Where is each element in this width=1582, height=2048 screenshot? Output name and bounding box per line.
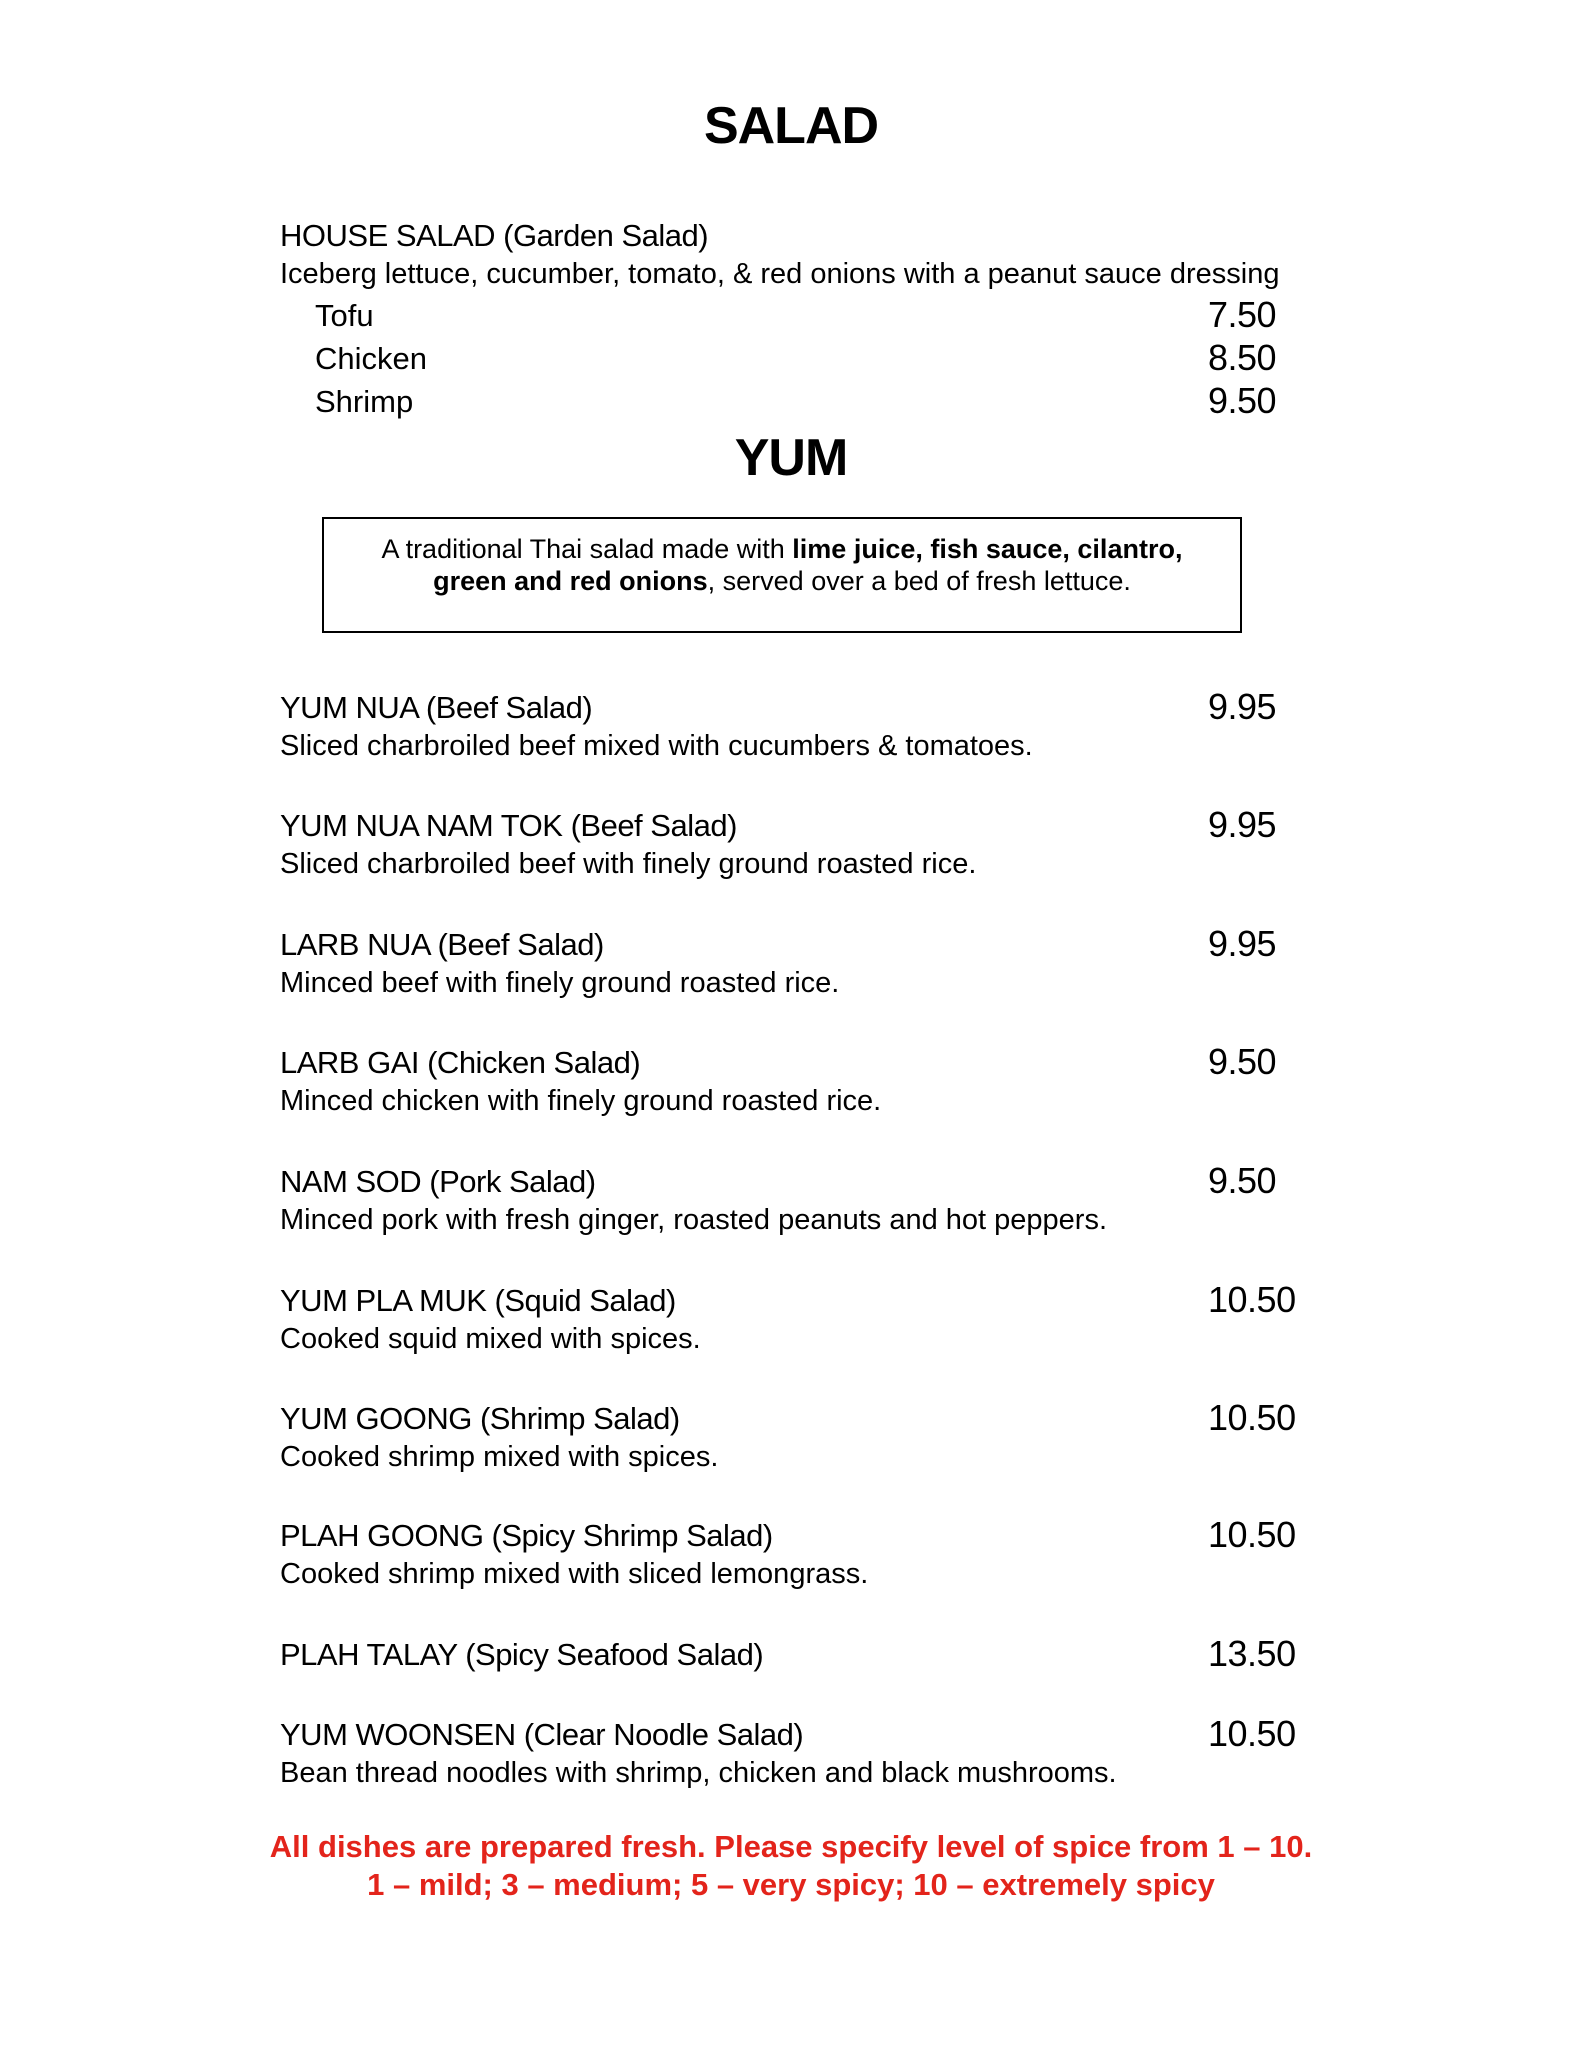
item-price: 9.95 — [1208, 923, 1277, 964]
item-name: YUM WOONSEN (Clear Noodle Salad) — [280, 1717, 804, 1752]
item-description: Bean thread noodles with shrimp, chicken and black mushrooms. — [280, 1757, 1117, 1789]
item-name: LARB NUA (Beef Salad) — [280, 927, 604, 962]
item-price: 10.50 — [1208, 1279, 1296, 1320]
house-option-shrimp-price: 9.50 — [1208, 380, 1277, 421]
intro-text-2: , served over a bed of fresh lettuce. — [707, 566, 1131, 596]
spice-note-line-2: 1 – mild; 3 – medium; 5 – very spicy; 10 – extremely spicy — [367, 1867, 1215, 1902]
intro-bold-2: green and red onions — [433, 566, 708, 596]
intro-bold-1: lime juice, fish sauce, cilantro, — [792, 534, 1183, 564]
item-description: Minced pork with fresh ginger, roasted peanuts and hot peppers. — [280, 1204, 1108, 1236]
item-description: Cooked shrimp mixed with sliced lemongrass. — [280, 1558, 869, 1590]
intro-text-1: A traditional Thai salad made with — [381, 534, 793, 564]
item-description: Cooked shrimp mixed with spices. — [280, 1441, 719, 1473]
spice-note-line-1: All dishes are prepared fresh. Please specify level of spice from 1 – 10. — [269, 1829, 1313, 1864]
item-description: Minced chicken with finely ground roasted rice. — [280, 1085, 882, 1117]
item-name: YUM GOONG (Shrimp Salad) — [280, 1401, 680, 1436]
house-option-shrimp-label: Shrimp — [315, 384, 414, 419]
house-salad-name: HOUSE SALAD (Garden Salad) — [280, 218, 709, 253]
item-price: 9.50 — [1208, 1041, 1277, 1082]
yum-intro-box — [322, 517, 1242, 633]
item-price: 10.50 — [1208, 1514, 1296, 1555]
item-name: YUM NUA NAM TOK (Beef Salad) — [280, 808, 737, 843]
item-price: 9.50 — [1208, 1160, 1277, 1201]
house-option-tofu-label: Tofu — [315, 298, 374, 333]
item-description: Sliced charbroiled beef with finely ground roasted rice. — [280, 848, 977, 880]
house-option-chicken-price: 8.50 — [1208, 337, 1277, 378]
item-name: YUM PLA MUK (Squid Salad) — [280, 1283, 676, 1318]
house-salad-description: Iceberg lettuce, cucumber, tomato, & red onions with a peanut sauce dressing — [280, 258, 1280, 290]
item-description: Sliced charbroiled beef mixed with cucumbers & tomatoes. — [280, 730, 1033, 762]
item-name: LARB GAI (Chicken Salad) — [280, 1045, 641, 1080]
item-name: PLAH TALAY (Spicy Seafood Salad) — [280, 1637, 764, 1672]
house-option-chicken-label: Chicken — [315, 341, 427, 376]
item-name: PLAH GOONG (Spicy Shrimp Salad) — [280, 1518, 773, 1553]
yum-heading: YUM — [734, 429, 848, 487]
salad-heading: SALAD — [703, 97, 879, 155]
item-price: 13.50 — [1208, 1633, 1296, 1674]
item-price: 9.95 — [1208, 686, 1277, 727]
item-description: Minced beef with finely ground roasted rice. — [280, 967, 840, 999]
item-description: Cooked squid mixed with spices. — [280, 1323, 701, 1355]
item-price: 9.95 — [1208, 804, 1277, 845]
item-name: YUM NUA (Beef Salad) — [280, 690, 593, 725]
item-price: 10.50 — [1208, 1713, 1296, 1754]
item-price: 10.50 — [1208, 1397, 1296, 1438]
item-name: NAM SOD (Pork Salad) — [280, 1164, 596, 1199]
house-option-tofu-price: 7.50 — [1208, 294, 1277, 335]
